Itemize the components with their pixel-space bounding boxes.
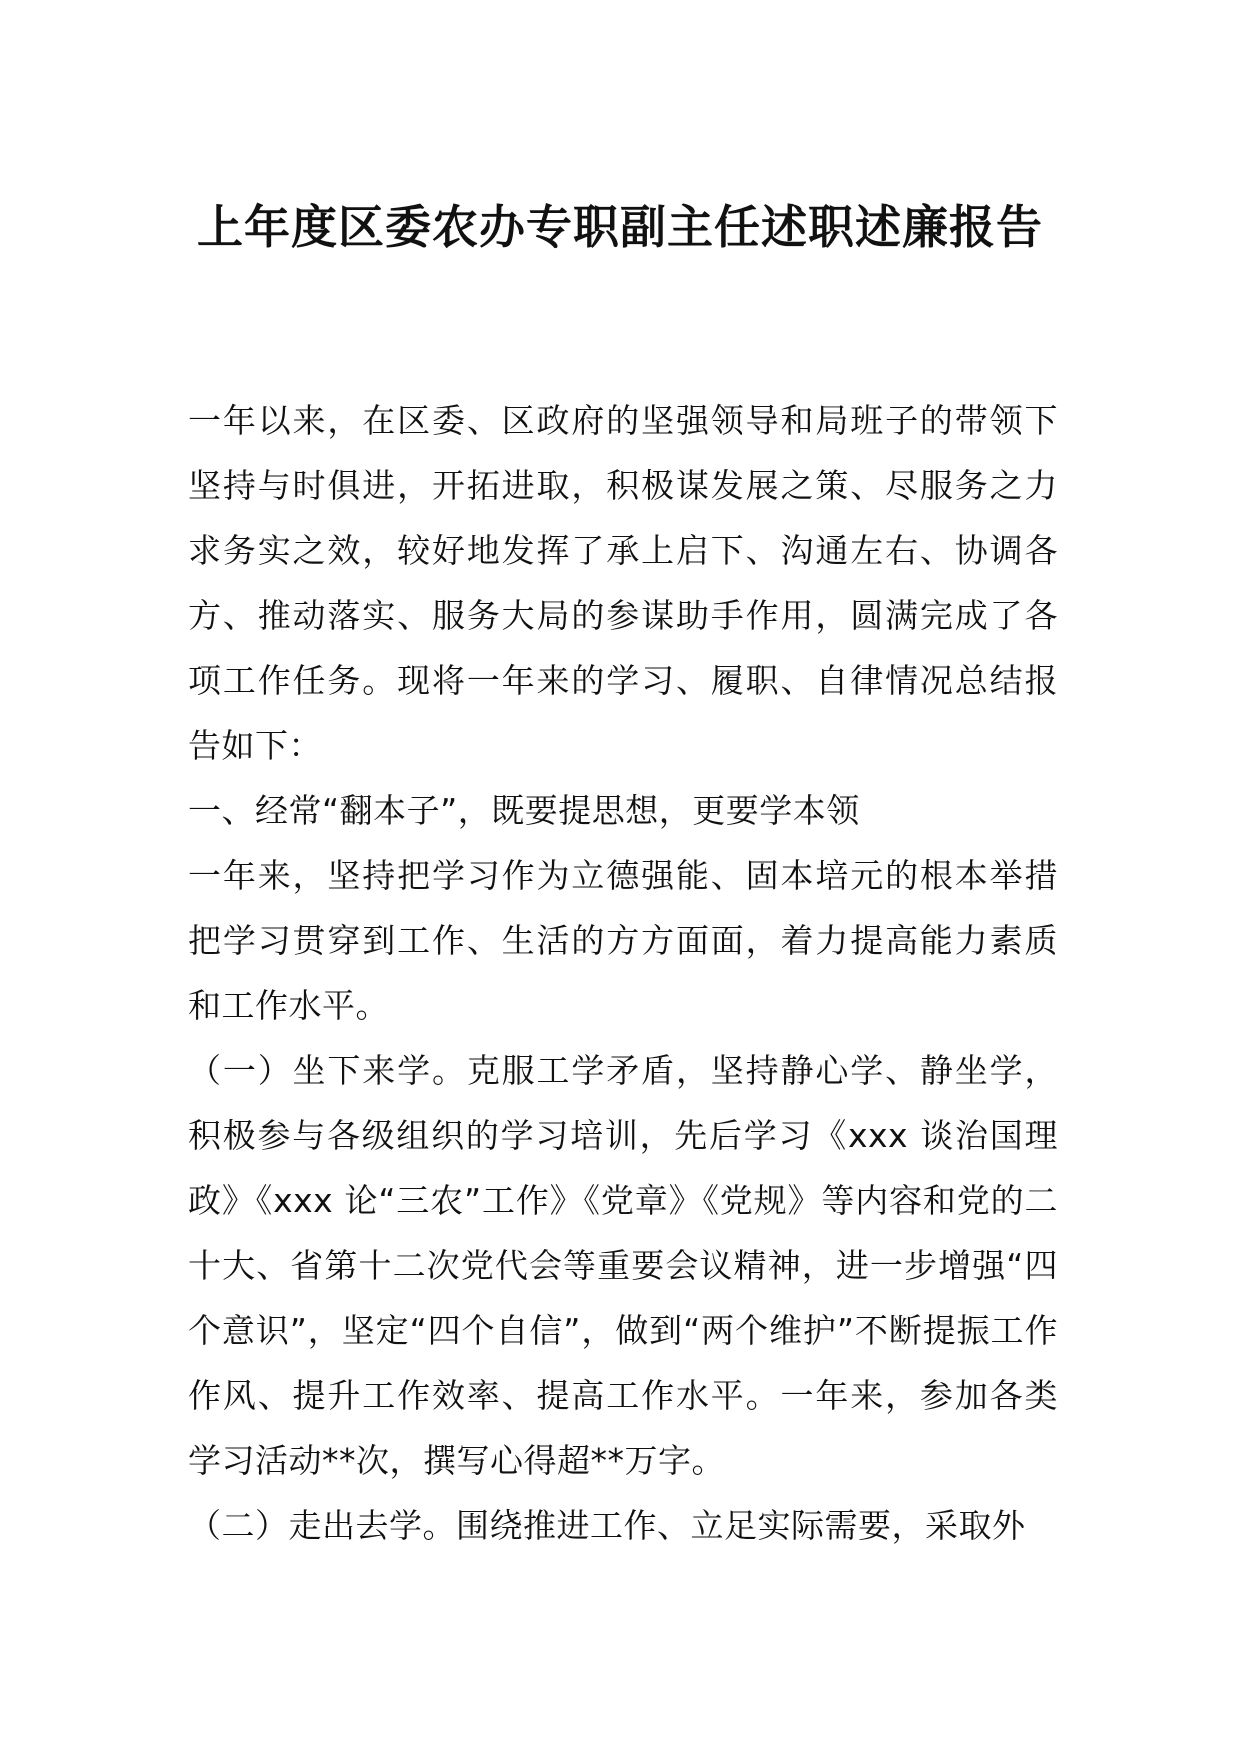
document-title: 上年度区委农办专职副主任述职述廉报告 [197,200,1043,254]
section-heading-1: 一、经常“翻本子”，既要提思想，更要学本领 [188,791,860,830]
intro-paragraph: 一年以来，在区委、区政府的坚强领导和局班子的带领下坚持与时俱进，开拓进取，积极谋发展之策、尽服务之力求务实之效，较好地发挥了承上启下、沟通左右、协调各方、推动落实、服务大局的参谋助手作用，圆满完成了各项工作任务。现将一年来的学习、履职、自律情况总结报告如下： [188,401,1058,765]
subsection-1-paragraph: （一）坐下来学。克服工学矛盾，坚持静心学、静坐学，积极参与各级组织的学习培训，先后学习《xxx 谈治国理政》《xxx 论“三农”工作》《党章》《党规》等内容和党的二十大、省第十二次党代会等重要会议精神，进一步增强“四个意识”，坚定“四个自信”，做到“两个维护”不断提振工作作风、提升工作效率、提高工作水平。一年来，参加各类学习活动**次，撰写心得超**万字。 [188,1051,1058,1480]
section-1-paragraph: 一年来，坚持把学习作为立德强能、固本培元的根本举措把学习贯穿到工作、生活的方方面面，着力提高能力素质和工作水平。 [188,856,1058,1025]
subsection-2-paragraph: （二）走出去学。围绕推进工作、立足实际需要，采取外 [188,1506,1026,1545]
document-body [188,388,1058,1558]
